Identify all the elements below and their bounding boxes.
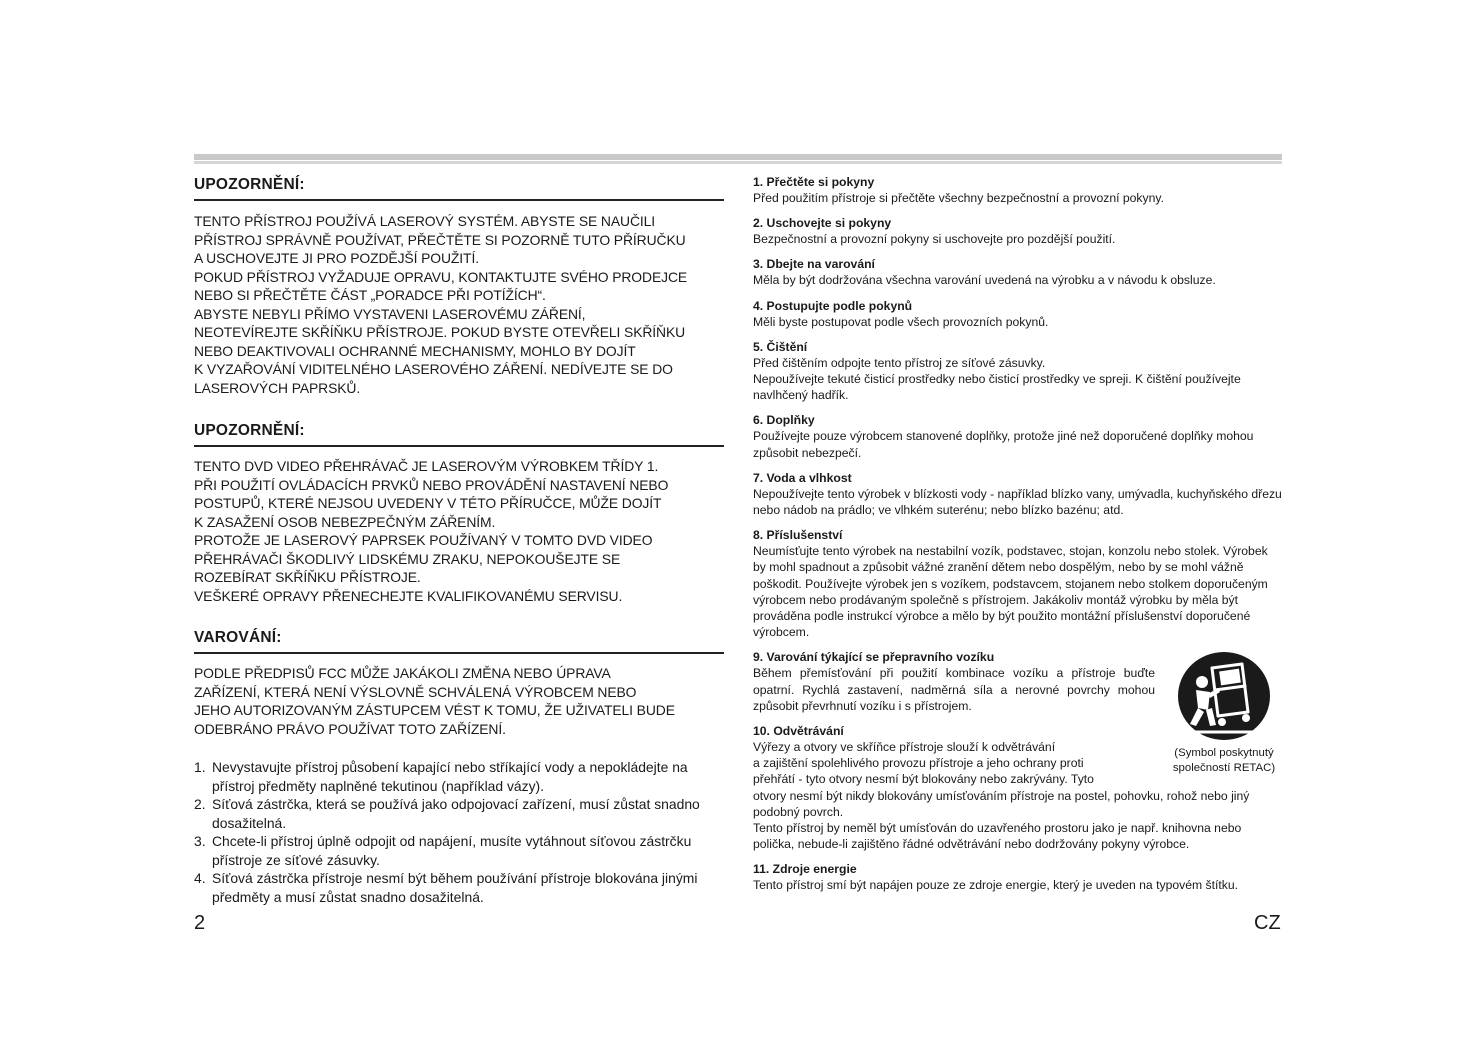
instruction-item [753, 339, 1283, 404]
list-item [194, 832, 724, 869]
section-heading: UPOZORNĚNÍ: [194, 422, 724, 447]
right-column [753, 174, 1283, 903]
caution-section-laser-system [194, 176, 724, 397]
list-number: 3. [194, 833, 206, 849]
item-title: 7. Voda a vlhkost [753, 470, 852, 485]
symbol-caption: (Symbol poskytnutý společností RETAC) [1172, 747, 1276, 774]
item-body: otvory nesmí být nikdy blokovány umísťováním přístroje na postel, pohovku, rohož nebo jiný podobný povrch. Tento přístroj by neměl být umísťován do uzavřeného prostoru jako je např. knihovna nebo polička, nebude-li zajištěno řádné odvětrávání nebo dodržovány pokyny výrobce. [753, 788, 1250, 852]
section-text: TENTO PŘÍSTROJ POUŽÍVÁ LASEROVÝ SYSTÉM. ABYSTE SE NAUČILI PŘÍSTROJ SPRÁVNĚ POUŽÍVAT, PŘEČTĚTE SI POZORNĚ TUTO PŘÍRUČKU A USCHOVEJTE JI PRO POZDĚJŠÍ POUŽITÍ. POKUD PŘÍSTROJ VYŽADUJE OPRAVU, KONTAKTUJTE SVÉHO PRODEJCE NEBO SI PŘEČTĚTE ČÁST „PORADCE PŘI POTÍŽÍCH“. ABYSTE NEBYLI PŘÍMO VYSTAVENI LASEROVÉMU ZÁŘENÍ, NEOTEVÍREJTE SKŘÍŇKU PŘÍSTROJE. POKUD BYSTE OTEVŘELI SKŘÍŇKU NEBO DEAKTIVOVALI OCHRANNÉ MECHANISMY, MOHLO BY DOJÍT K VYZAŘOVÁNÍ VIDITELNÉHO LASEROVÉHO ZÁŘENÍ. NEDÍVEJTE SE DO LASEROVÝCH PAPRSKŮ. [194, 213, 688, 396]
warning-section-fcc [194, 629, 724, 738]
instruction-item [753, 470, 1283, 518]
item-title: 8. Příslušenství [753, 528, 843, 543]
instruction-item [753, 412, 1283, 460]
item-body: Nepoužívejte tento výrobek v blízkosti vody - například blízko vany, umývadla, kuchyňského dřezu nebo nádob na prádlo; ve vlhkém suterénu; nebo blízko bazénu; atd. [753, 486, 1282, 518]
list-text: Nevystavujte přístroj působení kapající nebo stříkající vody a nepokládejte na přístroj předměty naplněné tekutinou (například vázy). [212, 759, 688, 794]
list-item [194, 869, 724, 906]
item-title: 1. Přečtěte si pokyny [753, 175, 875, 189]
list-text: Chcete-li přístroj úplně odpojit od napájení, musíte vytáhnout síťovou zástrčku přístroje ze síťové zásuvky. [212, 833, 692, 868]
item-title: 3. Dbejte na varování [753, 257, 875, 272]
top-rule [194, 154, 1282, 164]
instruction-item [753, 256, 1283, 288]
list-text: Síťová zástrčka přístroje nesmí být během používání přístroje blokována jinými předměty a musí zůstat snadno dosažitelná. [212, 870, 698, 905]
list-text: Síťová zástrčka, která se používá jako odpojovací zařízení, musí zůstat snadno dosažitelná. [212, 796, 700, 831]
item-body: Používejte pouze výrobcem stanovené doplňky, protože jiné než doporučené doplňky mohou způsobit nebezpečí. [753, 429, 1254, 460]
item-body: Měli byste postupovat podle všech provozních pokynů. [753, 314, 1049, 329]
instruction-item [753, 527, 1283, 640]
item-body: Před čištěním odpojte tento přístroj ze síťové zásuvky. Nepoužívejte tekuté čisticí prostředky nebo čisticí prostředky ve spreji. K čištění používejte navlhčený hadřík. [753, 355, 1241, 403]
item-title: 11. Zdroje energie [753, 862, 857, 877]
safety-list [194, 758, 724, 906]
item-title: 4. Postupujte podle pokynů [753, 298, 913, 313]
item-body: Během přemísťování při použití kombinace vozíku a přístroje buďte opatrní. Rychlá zastavení, nadměrná síla a nerovné povrchy mohou způsobit převrhnutí vozíku i s přístrojem. [753, 666, 1155, 713]
instruction-item [753, 298, 1283, 330]
item-body: Měla by být dodržována všechna varování uvedená na výrobku a v návodu k obsluze. [753, 273, 1216, 288]
caution-section-class1-laser [194, 422, 724, 605]
item-title: 5. Čištění [753, 339, 808, 354]
item-body: Tento přístroj smí být napájen pouze ze zdroje energie, který je uveden na typovém štítku. [753, 878, 1239, 893]
page-number: 2 [194, 912, 206, 934]
section-text: PODLE PŘEDPISŮ FCC MŮŽE JAKÁKOLI ZMĚNA NEBO ÚPRAVA ZAŘÍZENÍ, KTERÁ NENÍ VÝSLOVNĚ SCHVÁLENÁ VÝROBCEM NEBO JEHO AUTORIZOVANÝM ZÁSTUPCEM VÉST K TOMU, ŽE UŽIVATELI BUDE ODEBRÁNO PRÁVO POUŽÍVAT TOTO ZAŘÍZENÍ. [194, 665, 675, 737]
item-body: Neumísťujte tento výrobek na nestabilní vozík, podstavec, stojan, konzolu nebo stolek. Výrobek by mohl spadnout a způsobit vážné zranění dětem nebo dospělým, nebo by se mohl vážně poškodit. Používejte výrobek jen s vozíkem, podstavcem, stojanem nebo stolkem doporučeným výrobcem nebo prodávaným společně s přístrojem. Jakákoliv montáž výrobku by měla být prováděna podle instrukcí výrobce a mělo by být použito montážní příslušenství doporučené výrobcem. [753, 544, 1268, 640]
item-title: 2. Uschovejte si pokyny [753, 216, 892, 231]
list-number: 1. [194, 759, 206, 775]
item-body: Před použitím přístroje si přečtěte všechny bezpečnostní a provozní pokyny. [753, 191, 1164, 205]
language-code: CZ [1254, 912, 1281, 934]
item-body: Bezpečnostní a provozní pokyny si uschovejte pro pozdější použití. [753, 232, 1116, 247]
list-number: 4. [194, 870, 206, 886]
section-heading: VAROVÁNÍ: [194, 629, 724, 654]
list-number: 2. [194, 796, 206, 812]
cart-warning-symbol [1170, 650, 1278, 775]
cart-tipover-icon [1176, 650, 1272, 742]
item-title: 6. Doplňky [753, 413, 815, 428]
section-heading: UPOZORNĚNÍ: [194, 176, 724, 201]
item-title: 9. Varování týkající se přepravního vozíku [753, 650, 995, 665]
section-text: TENTO DVD VIDEO PŘEHRÁVAČ JE LASEROVÝM VÝROBKEM TŘÍDY 1. PŘI POUŽITÍ OVLÁDACÍCH PRVKŮ NEBO PROVÁDĚNÍ NASTAVENÍ NEBO POSTUPŮ, KTERÉ NEJSOU UVEDENY V TÉTO PŘÍRUČCE, MŮŽE DOJÍT K ZASAŽENÍ OSOB NEBEZPEČNÝM ZÁŘENÍM. PROTOŽE JE LASEROVÝ PAPRSEK POUŽÍVANÝ V TOMTO DVD VIDEO PŘEHRÁVAČI ŠKODLIVÝ LIDSKÉMU ZRAKU, NEPOKOUŠEJTE SE ROZEBÍRAT SKŘÍŇKU PŘÍSTROJE. VEŠKERÉ OPRAVY PŘENECHEJTE KVALIFIKOVANÉMU SERVISU. [194, 458, 669, 604]
left-column [194, 176, 724, 906]
item-title: 10. Odvětrávání [753, 724, 844, 739]
list-item [194, 758, 724, 795]
instruction-item [753, 861, 1283, 893]
item-body-narrow: Výřezy a otvory ve skříňce přístroje slouží k odvětrávání a zajištění spolehlivého provozu přístroje a jeho ochrany proti přehřátí - tyto otvory nesmí být blokovány nebo zakrývány. Tyto [753, 740, 1094, 787]
instruction-item [753, 174, 1283, 206]
instruction-item [753, 215, 1283, 247]
list-item [194, 795, 724, 832]
